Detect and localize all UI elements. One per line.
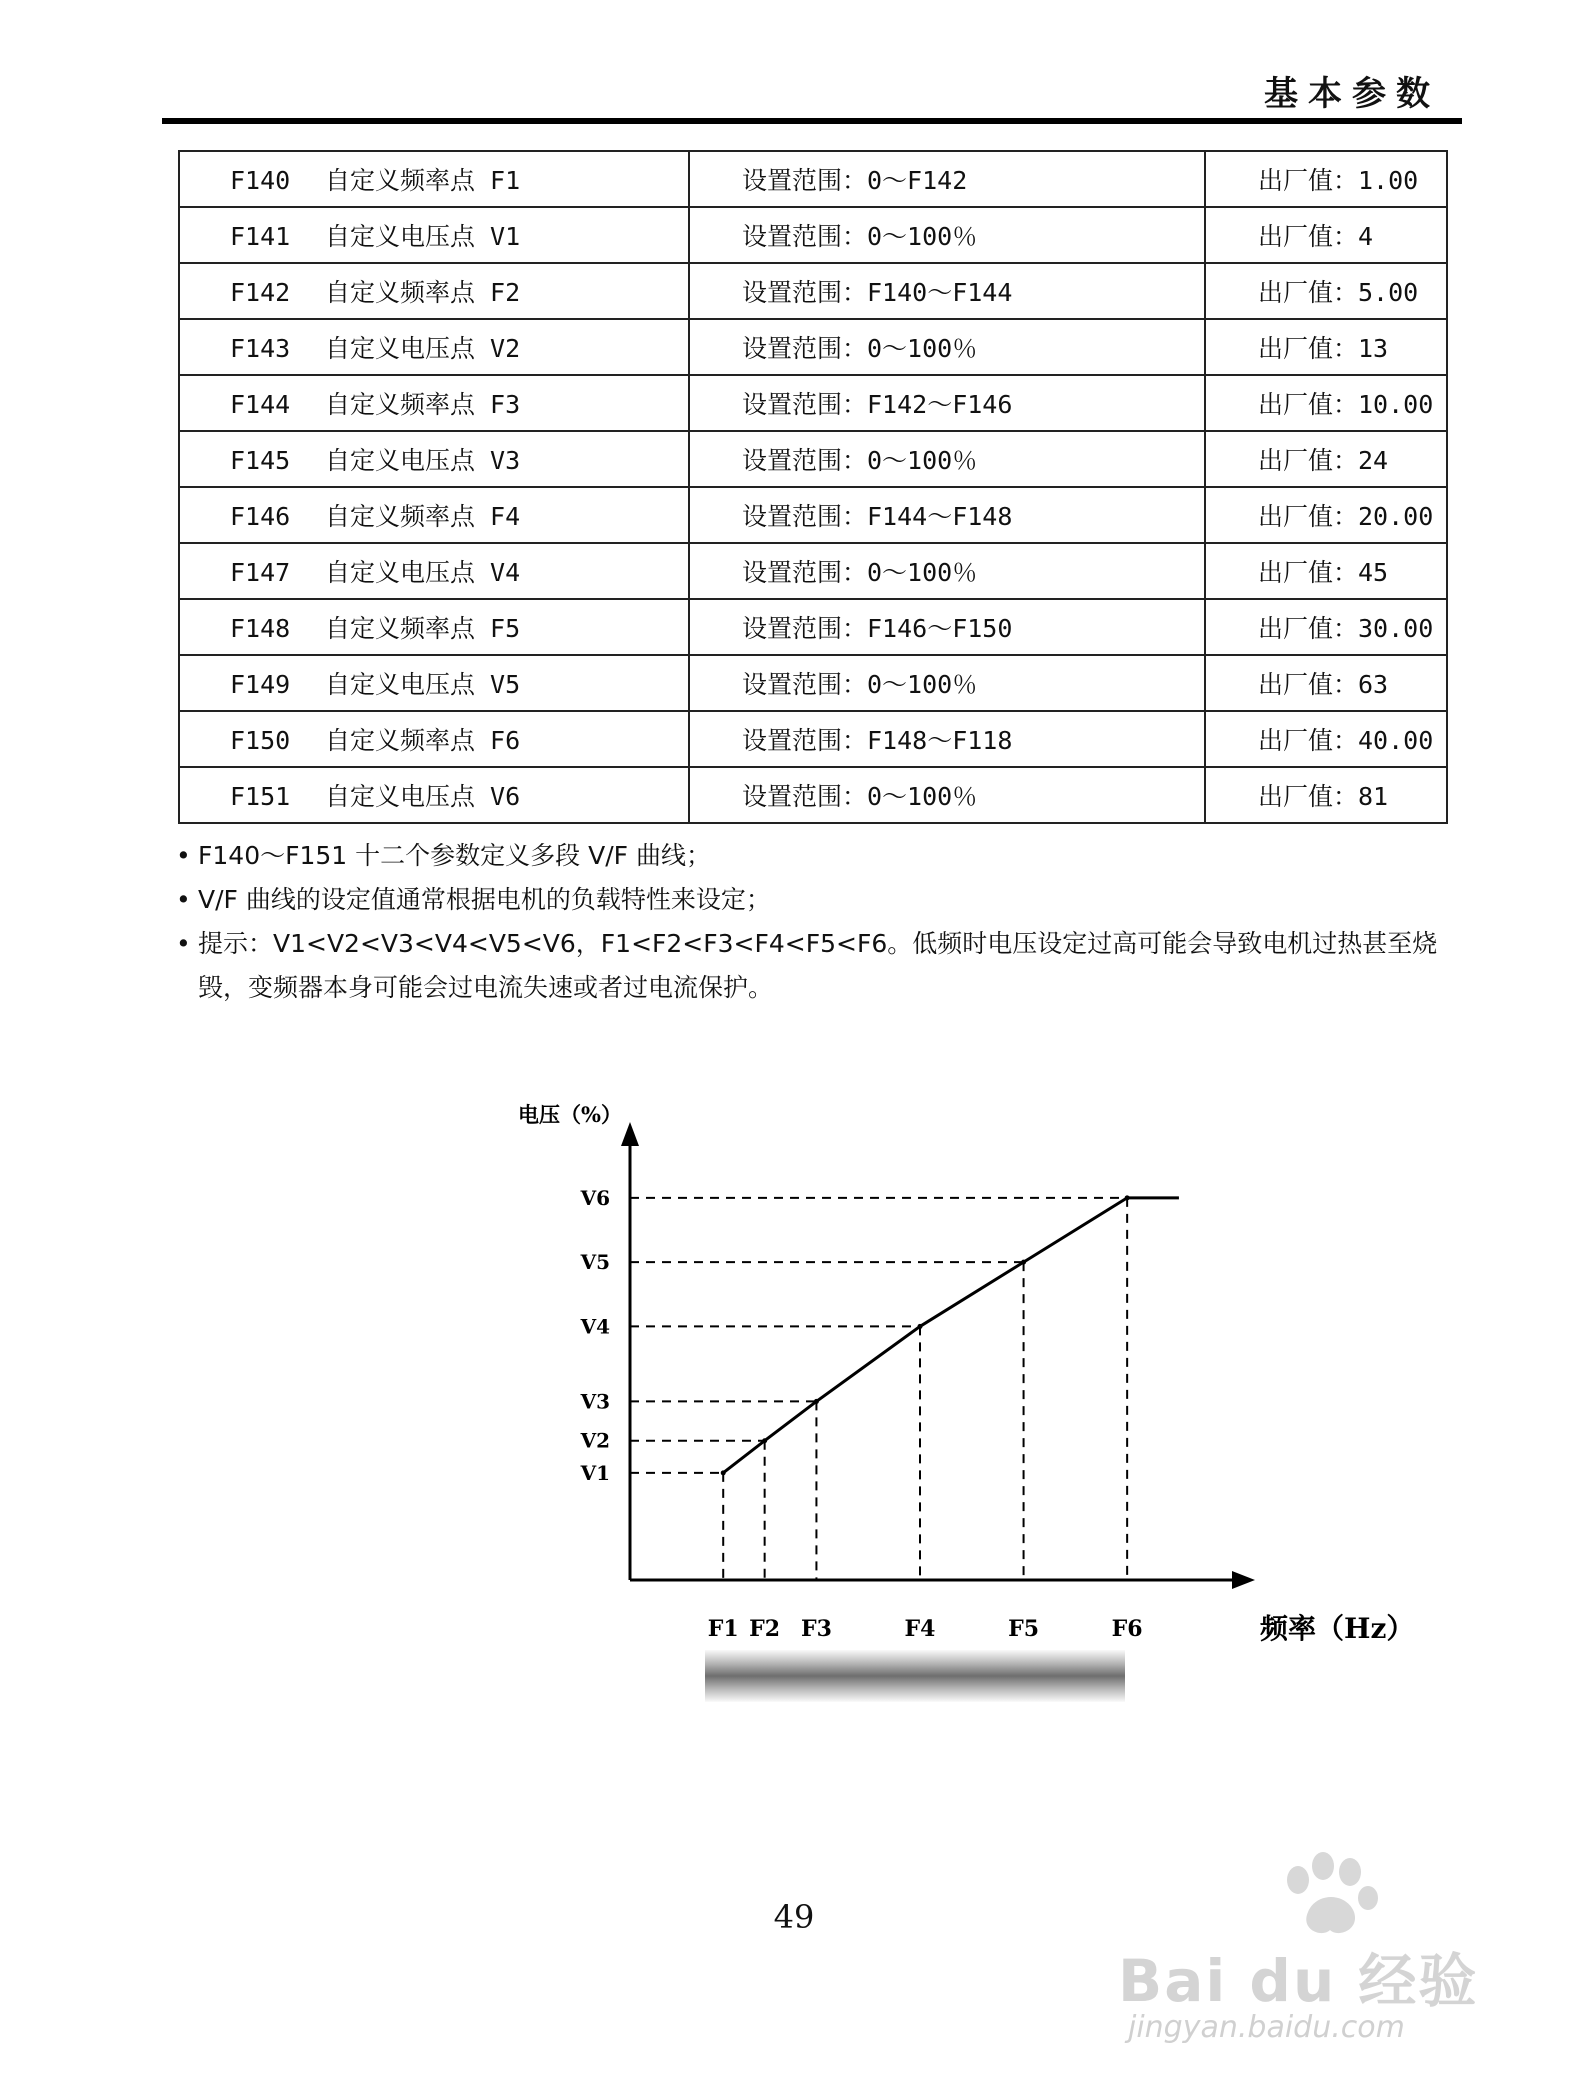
param-default: 出厂值：24 bbox=[1205, 431, 1447, 487]
y-tick-label: V5 bbox=[580, 1250, 610, 1275]
param-code: F140 bbox=[230, 166, 291, 195]
header-rule bbox=[162, 118, 1462, 124]
param-name: 自定义电压点 V5 bbox=[325, 670, 521, 699]
y-tick-label: V1 bbox=[580, 1460, 610, 1485]
param-default: 出厂值：40.00 bbox=[1205, 711, 1447, 767]
bullet: • bbox=[176, 841, 191, 870]
x-tick-label: F4 bbox=[904, 1616, 936, 1642]
param-name: 自定义频率点 F5 bbox=[325, 614, 521, 643]
param-code: F141 bbox=[230, 222, 291, 251]
param-range: 设置范围：0～100％ bbox=[689, 655, 1205, 711]
table-row bbox=[179, 655, 1447, 711]
param-default: 出厂值：13 bbox=[1205, 319, 1447, 375]
param-name: 自定义电压点 V1 bbox=[325, 222, 521, 251]
note-item bbox=[172, 834, 1462, 878]
param-code: F146 bbox=[230, 502, 291, 531]
bullet: • bbox=[176, 929, 191, 958]
y-tick-label: V4 bbox=[580, 1314, 610, 1339]
parameter-table bbox=[178, 150, 1448, 824]
note-text: F140～F151 十二个参数定义多段 V/F 曲线； bbox=[198, 841, 711, 870]
param-code: F144 bbox=[230, 390, 291, 419]
param-cell bbox=[179, 375, 689, 431]
param-cell bbox=[179, 207, 689, 263]
y-axis-label: 电压（%） bbox=[518, 1102, 622, 1127]
param-range: 设置范围：0～100％ bbox=[689, 319, 1205, 375]
bullet: • bbox=[176, 885, 191, 914]
x-tick-label: F1 bbox=[707, 1616, 739, 1642]
y-axis-arrow-icon bbox=[621, 1122, 639, 1146]
param-cell bbox=[179, 543, 689, 599]
table-row bbox=[179, 431, 1447, 487]
param-range: 设置范围：0～100％ bbox=[689, 543, 1205, 599]
y-tick-label: V3 bbox=[580, 1389, 610, 1414]
table-row bbox=[179, 375, 1447, 431]
param-code: F148 bbox=[230, 614, 291, 643]
param-code: F147 bbox=[230, 558, 291, 587]
paw-logo-icon bbox=[1268, 1850, 1388, 1940]
param-range: 设置范围：0～100％ bbox=[689, 767, 1205, 823]
x-axis-label: 频率（Hz） bbox=[1260, 1612, 1415, 1645]
table-row bbox=[179, 599, 1447, 655]
table-row bbox=[179, 319, 1447, 375]
page-number: 49 bbox=[773, 1898, 815, 1936]
param-name: 自定义电压点 V3 bbox=[325, 446, 521, 475]
param-code: F142 bbox=[230, 278, 291, 307]
vf-curve-chart bbox=[480, 1080, 1415, 1650]
param-cell bbox=[179, 767, 689, 823]
table-row bbox=[179, 151, 1447, 207]
param-cell bbox=[179, 487, 689, 543]
param-default: 出厂值：63 bbox=[1205, 655, 1447, 711]
gradient-bar bbox=[705, 1650, 1125, 1702]
param-range: 设置范围：0～F142 bbox=[689, 151, 1205, 207]
note-item bbox=[172, 922, 1462, 1010]
note-text: 提示：V1<V2<V3<V4<V5<V6，F1<F2<F3<F4<F5<F6。低频时电压设定过高可能会导致电机过热甚至烧毁，变频器本身可能会过电流失速或者过电流保护。 bbox=[198, 929, 1438, 1002]
param-name: 自定义频率点 F6 bbox=[325, 726, 521, 755]
param-cell bbox=[179, 599, 689, 655]
table-row bbox=[179, 263, 1447, 319]
param-name: 自定义电压点 V6 bbox=[325, 782, 521, 811]
table-row bbox=[179, 767, 1447, 823]
y-tick-label: V6 bbox=[580, 1185, 610, 1210]
param-default: 出厂值：20.00 bbox=[1205, 487, 1447, 543]
table-row bbox=[179, 207, 1447, 263]
param-cell bbox=[179, 263, 689, 319]
watermark bbox=[1118, 1850, 1498, 2060]
watermark-logo-text: Bai du 经验 bbox=[1118, 1947, 1479, 2015]
param-code: F151 bbox=[230, 782, 291, 811]
notes bbox=[172, 834, 1462, 1010]
param-name: 自定义电压点 V4 bbox=[325, 558, 521, 587]
param-cell bbox=[179, 655, 689, 711]
param-default: 出厂值：30.00 bbox=[1205, 599, 1447, 655]
param-name: 自定义频率点 F2 bbox=[325, 278, 521, 307]
param-code: F145 bbox=[230, 446, 291, 475]
param-cell bbox=[179, 711, 689, 767]
table-row bbox=[179, 487, 1447, 543]
param-name: 自定义频率点 F4 bbox=[325, 502, 521, 531]
param-range: 设置范围：F140～F144 bbox=[689, 263, 1205, 319]
param-default: 出厂值：81 bbox=[1205, 767, 1447, 823]
table-row bbox=[179, 543, 1447, 599]
param-default: 出厂值：10.00 bbox=[1205, 375, 1447, 431]
param-code: F149 bbox=[230, 670, 291, 699]
param-default: 出厂值：45 bbox=[1205, 543, 1447, 599]
param-name: 自定义频率点 F3 bbox=[325, 390, 521, 419]
param-code: F143 bbox=[230, 334, 291, 363]
param-range: 设置范围：F146～F150 bbox=[689, 599, 1205, 655]
page-header-title: 基本参数 bbox=[1264, 74, 1440, 114]
note-text: V/F 曲线的设定值通常根据电机的负载特性来设定； bbox=[198, 885, 771, 914]
param-cell bbox=[179, 431, 689, 487]
param-default: 出厂值：1.00 bbox=[1205, 151, 1447, 207]
x-tick-label: F2 bbox=[749, 1616, 781, 1642]
x-tick-label: F3 bbox=[800, 1616, 832, 1642]
param-name: 自定义电压点 V2 bbox=[325, 334, 521, 363]
series-line bbox=[723, 1198, 1179, 1473]
note-item bbox=[172, 878, 1462, 922]
param-range: 设置范围：F144～F148 bbox=[689, 487, 1205, 543]
x-axis-arrow-icon bbox=[1232, 1571, 1255, 1589]
watermark-url: jingyan.baidu.com bbox=[1128, 2010, 1405, 2045]
param-range: 设置范围：F142～F146 bbox=[689, 375, 1205, 431]
param-cell bbox=[179, 151, 689, 207]
param-range: 设置范围：0～100％ bbox=[689, 431, 1205, 487]
x-tick-label: F5 bbox=[1008, 1616, 1040, 1642]
param-default: 出厂值：4 bbox=[1205, 207, 1447, 263]
x-tick-label: F6 bbox=[1111, 1616, 1143, 1642]
param-range: 设置范围：0～100％ bbox=[689, 207, 1205, 263]
param-range: 设置范围：F148～F118 bbox=[689, 711, 1205, 767]
param-code: F150 bbox=[230, 726, 291, 755]
param-cell bbox=[179, 319, 689, 375]
param-name: 自定义频率点 F1 bbox=[325, 166, 521, 195]
table-row bbox=[179, 711, 1447, 767]
param-default: 出厂值：5.00 bbox=[1205, 263, 1447, 319]
y-tick-label: V2 bbox=[580, 1428, 610, 1453]
